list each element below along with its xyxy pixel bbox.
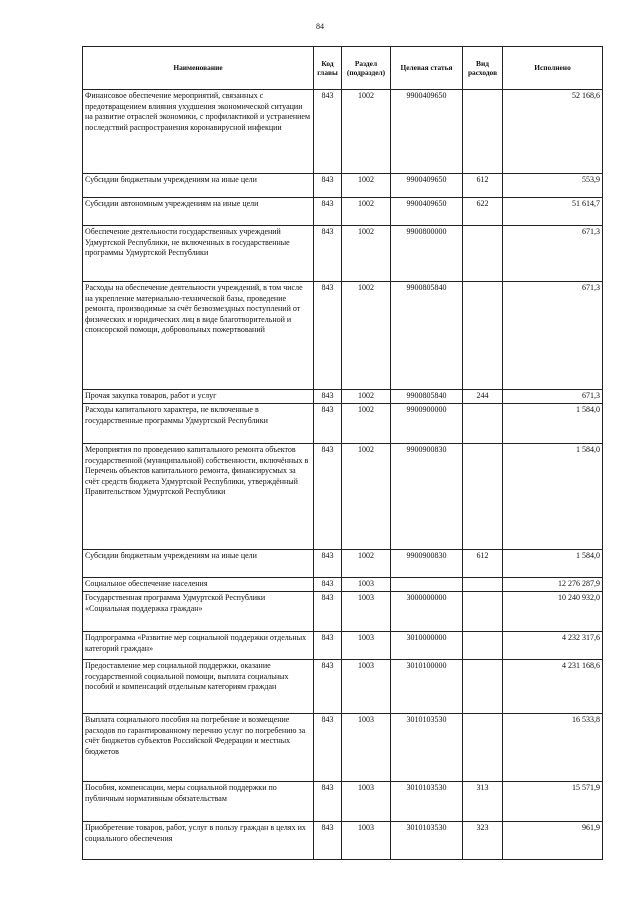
row-kind bbox=[463, 660, 503, 714]
table-row bbox=[83, 404, 603, 444]
table-row bbox=[83, 226, 603, 282]
row-code: 843 bbox=[314, 632, 342, 660]
row-section: 1003 bbox=[342, 592, 391, 632]
row-kind: 323 bbox=[463, 822, 503, 860]
row-name: Прочая закупка товаров, работ и услуг bbox=[83, 390, 314, 404]
row-code: 843 bbox=[314, 174, 342, 198]
table-row bbox=[83, 822, 603, 860]
table-row bbox=[83, 444, 603, 550]
row-section: 1003 bbox=[342, 578, 391, 592]
table-row bbox=[83, 632, 603, 660]
row-code: 843 bbox=[314, 660, 342, 714]
row-name: Социальное обеспечение населения bbox=[83, 578, 314, 592]
header-section: Раздел (подраздел) bbox=[342, 47, 391, 90]
row-amount: 12 276 287,9 bbox=[503, 578, 603, 592]
row-kind bbox=[463, 282, 503, 390]
row-article: 9900409650 bbox=[391, 198, 463, 226]
header-code: Код главы bbox=[314, 47, 342, 90]
row-code: 843 bbox=[314, 198, 342, 226]
header-amount: Исполнено bbox=[503, 47, 603, 90]
row-amount: 1 584,0 bbox=[503, 404, 603, 444]
row-amount: 51 614,7 bbox=[503, 198, 603, 226]
row-kind bbox=[463, 632, 503, 660]
row-article: 9900409650 bbox=[391, 90, 463, 174]
row-code: 843 bbox=[314, 550, 342, 578]
row-article: 3000000000 bbox=[391, 592, 463, 632]
row-name: Пособия, компенсации, меры социальной поддержки по публичным нормативным обязательствам bbox=[83, 782, 314, 822]
header-name: Наименование bbox=[83, 47, 314, 90]
row-code: 843 bbox=[314, 390, 342, 404]
row-name: Подпрограмма «Развитие мер социальной поддержки отдельных категорий граждан» bbox=[83, 632, 314, 660]
row-kind: 612 bbox=[463, 174, 503, 198]
row-article: 9900805840 bbox=[391, 282, 463, 390]
row-code: 843 bbox=[314, 592, 342, 632]
row-article: 9900900830 bbox=[391, 550, 463, 578]
row-amount: 4 231 168,6 bbox=[503, 660, 603, 714]
row-article: 3010100000 bbox=[391, 660, 463, 714]
row-amount: 52 168,6 bbox=[503, 90, 603, 174]
row-name: Финансовое обеспечение мероприятий, связанных с предотвращением влияния ухудшения экономической ситуации на развитие отраслей экономики, с профилактикой и устранением последствий распространения коронавирусной инфекции bbox=[83, 90, 314, 174]
row-amount: 671,3 bbox=[503, 226, 603, 282]
row-section: 1002 bbox=[342, 282, 391, 390]
row-code: 843 bbox=[314, 822, 342, 860]
row-article: 9900805840 bbox=[391, 390, 463, 404]
row-name: Субсидии бюджетным учреждениям на иные цели bbox=[83, 550, 314, 578]
table-row bbox=[83, 782, 603, 822]
table-row bbox=[83, 282, 603, 390]
row-code: 843 bbox=[314, 226, 342, 282]
row-amount: 16 533,8 bbox=[503, 714, 603, 782]
row-section: 1002 bbox=[342, 444, 391, 550]
table-row bbox=[83, 90, 603, 174]
row-kind: 313 bbox=[463, 782, 503, 822]
table-row bbox=[83, 660, 603, 714]
row-kind bbox=[463, 714, 503, 782]
table-row bbox=[83, 390, 603, 404]
row-section: 1002 bbox=[342, 198, 391, 226]
row-name: Расходы капитального характера, не включенные в государственные программы Удмуртской Республики bbox=[83, 404, 314, 444]
row-section: 1002 bbox=[342, 390, 391, 404]
row-kind bbox=[463, 90, 503, 174]
row-section: 1002 bbox=[342, 226, 391, 282]
row-section: 1002 bbox=[342, 90, 391, 174]
row-kind: 612 bbox=[463, 550, 503, 578]
header-article: Целевая статья bbox=[391, 47, 463, 90]
table-row bbox=[83, 550, 603, 578]
row-kind: 244 bbox=[463, 390, 503, 404]
row-article: 9900409650 bbox=[391, 174, 463, 198]
row-section: 1003 bbox=[342, 632, 391, 660]
table-header-row bbox=[83, 47, 603, 90]
row-name: Выплата социального пособия на погребение и возмещение расходов по гарантированному перечню услуг по погребению за счёт бюджетов субъектов Российской Федерации и местных бюджетов bbox=[83, 714, 314, 782]
row-name: Субсидии бюджетным учреждениям на иные цели bbox=[83, 174, 314, 198]
row-amount: 4 232 317,6 bbox=[503, 632, 603, 660]
row-kind bbox=[463, 592, 503, 632]
row-name: Расходы на обеспечение деятельности учреждений, в том числе на укрепление материально-технической базы, проведение ремонта, производимые за счёт безвозмездных поступлений от физических и юридических лиц в виде благотворительной и спонсорской помощи, добровольных пожертвований bbox=[83, 282, 314, 390]
row-name: Обеспечение деятельности государственных учреждений Удмуртской Республики, не включенных в государственные программы Удмуртской Республики bbox=[83, 226, 314, 282]
row-kind bbox=[463, 578, 503, 592]
row-section: 1003 bbox=[342, 822, 391, 860]
row-section: 1003 bbox=[342, 660, 391, 714]
row-amount: 10 240 932,0 bbox=[503, 592, 603, 632]
row-amount: 553,9 bbox=[503, 174, 603, 198]
row-article: 9900900830 bbox=[391, 444, 463, 550]
row-article: 3010103530 bbox=[391, 822, 463, 860]
row-article: 3010000000 bbox=[391, 632, 463, 660]
table-row bbox=[83, 592, 603, 632]
row-code: 843 bbox=[314, 578, 342, 592]
row-kind: 622 bbox=[463, 198, 503, 226]
row-article: 3010103530 bbox=[391, 714, 463, 782]
row-section: 1002 bbox=[342, 550, 391, 578]
row-amount: 1 584,0 bbox=[503, 550, 603, 578]
table-row bbox=[83, 714, 603, 782]
budget-table bbox=[82, 46, 603, 860]
table-row bbox=[83, 578, 603, 592]
row-code: 843 bbox=[314, 782, 342, 822]
row-code: 843 bbox=[314, 444, 342, 550]
row-name: Субсидии автономным учреждениям на иные цели bbox=[83, 198, 314, 226]
row-article: 9900800000 bbox=[391, 226, 463, 282]
row-kind bbox=[463, 404, 503, 444]
row-name: Мероприятия по проведению капитального ремонта объектов государственной (муниципальной) собственности, включённых в Перечень объектов капитального ремонта, финансирусмых за счёт средств бюджета Удмуртской Республики, утверждённый Правительством Удмуртской Республики bbox=[83, 444, 314, 550]
row-code: 843 bbox=[314, 714, 342, 782]
row-amount: 671,3 bbox=[503, 282, 603, 390]
header-kind: Вид расходов bbox=[463, 47, 503, 90]
row-amount: 1 584,0 bbox=[503, 444, 603, 550]
row-code: 843 bbox=[314, 404, 342, 444]
row-amount: 15 571,9 bbox=[503, 782, 603, 822]
row-article: 9900900000 bbox=[391, 404, 463, 444]
row-code: 843 bbox=[314, 90, 342, 174]
row-name: Предоставление мер социальной поддержки, оказание государственной социальной помощи, выплата социальных пособий и компенсаций отдельным категориям граждан bbox=[83, 660, 314, 714]
table-row bbox=[83, 198, 603, 226]
row-code: 843 bbox=[314, 282, 342, 390]
row-kind bbox=[463, 226, 503, 282]
page-number: 84 bbox=[316, 22, 324, 31]
row-article: 3010103530 bbox=[391, 782, 463, 822]
row-amount: 671,3 bbox=[503, 390, 603, 404]
row-section: 1003 bbox=[342, 714, 391, 782]
row-name: Государственная программа Удмуртской Республики «Социальная поддержка граждан» bbox=[83, 592, 314, 632]
row-section: 1003 bbox=[342, 782, 391, 822]
row-kind bbox=[463, 444, 503, 550]
row-name: Приобретение товаров, работ, услуг в пользу граждан в целях их социального обеспечения bbox=[83, 822, 314, 860]
row-article bbox=[391, 578, 463, 592]
table-row bbox=[83, 174, 603, 198]
row-section: 1002 bbox=[342, 404, 391, 444]
row-amount: 961,9 bbox=[503, 822, 603, 860]
row-section: 1002 bbox=[342, 174, 391, 198]
